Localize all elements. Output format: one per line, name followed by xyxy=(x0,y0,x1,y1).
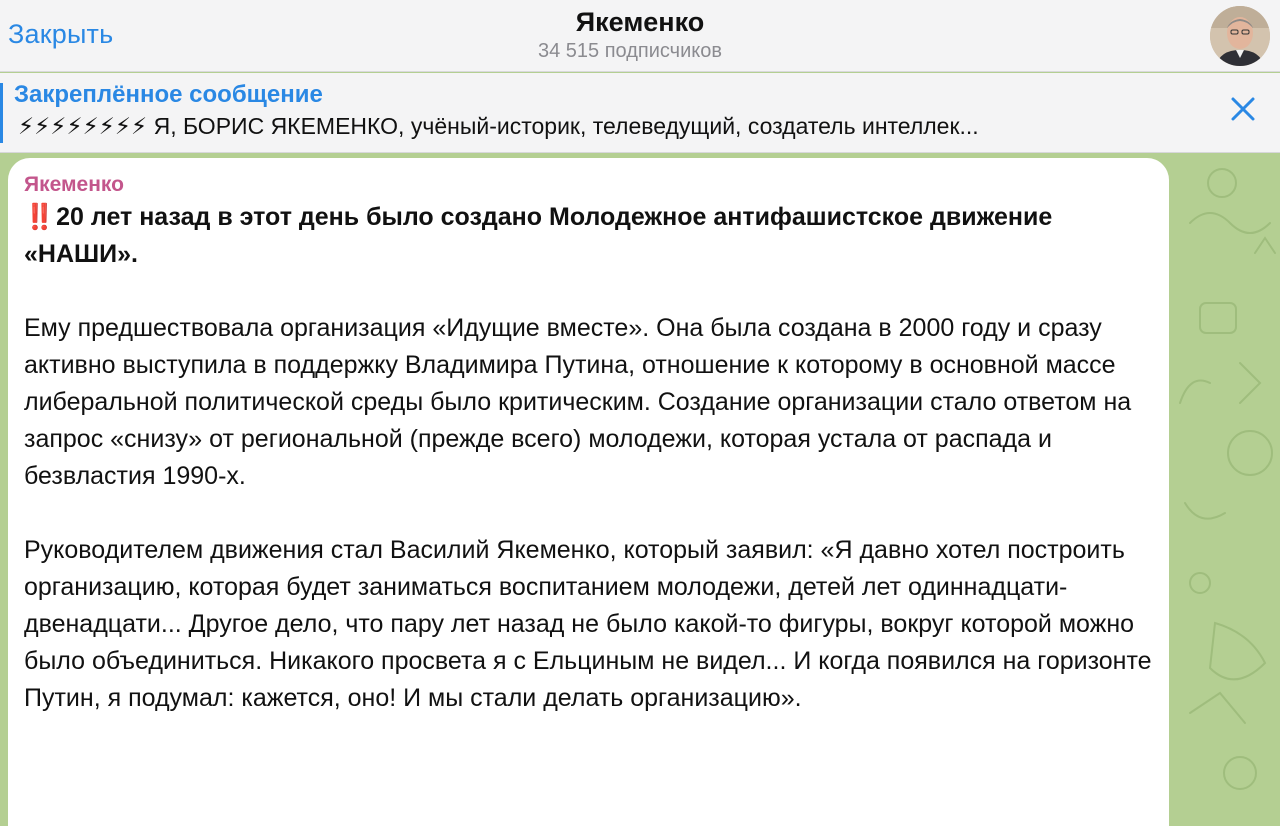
close-button[interactable]: Закрыть xyxy=(8,19,114,49)
chat-header xyxy=(0,0,1280,72)
message-sender[interactable]: Якеменко xyxy=(24,173,124,196)
double-exclamation-icon: ‼️ xyxy=(24,203,53,231)
pinned-indicator xyxy=(0,83,3,143)
message-text xyxy=(24,199,1159,717)
avatar-image xyxy=(1210,6,1270,66)
pinned-message-bar[interactable] xyxy=(0,73,1280,153)
channel-title[interactable]: Якеменко xyxy=(575,7,705,37)
message-paragraph: Руководителем движения стал Василий Якеменко, который заявил: «Я давно хотел построить организацию, которая будет заниматься воспитанием молодежи, детей лет одиннадцати-двенадцати... Другое дело, что пару лет назад не было какой-то фигуры, вокруг которой можно было объединиться. Никакого просвета я с Ельциным не видел... И когда появился на горизонте Путин, я подумал: кажется, оно! И мы стали делать организацию». xyxy=(24,536,1152,712)
message-headline: ‼️ 20 лет назад в этот день было создано Молодежное антифашистское движение «НАШИ». xyxy=(24,203,1053,268)
chat-area xyxy=(0,153,1280,826)
message-paragraph: Ему предшествовала организация «Идущие вместе». Она была создана в 2000 году и сразу активно выступила в поддержку Владимира Путина, отношение к которому в основной массе либеральной политической среды было критическим. Создание организации стало ответом на запрос «снизу» от региональной (прежде всего) молодежи, которая устала от распада и безвластия 1990-х. xyxy=(24,314,1132,490)
avatar[interactable] xyxy=(1210,6,1270,66)
close-icon[interactable] xyxy=(1227,93,1259,125)
message-bubble[interactable] xyxy=(8,158,1169,826)
pinned-preview: ⚡⚡⚡⚡⚡⚡⚡⚡ Я, БОРИС ЯКЕМЕНКО, учёный-историк, телеведущий, создатель интеллек... xyxy=(18,113,979,139)
pinned-label: Закреплённое сообщение xyxy=(14,81,323,108)
subscriber-count: 34 515 подписчиков xyxy=(537,40,722,62)
